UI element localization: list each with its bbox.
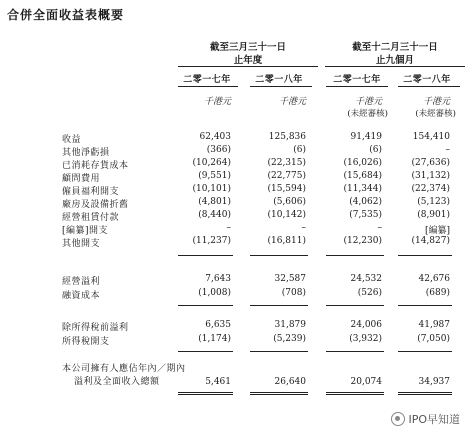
group2-rule bbox=[325, 66, 465, 67]
cell-value: (10,264) bbox=[192, 158, 231, 168]
year-header-col2: 二零一八年 bbox=[255, 75, 303, 85]
unit-col1: 千港元 bbox=[203, 97, 231, 107]
year-rule-col1 bbox=[178, 86, 238, 87]
cell-value: (6) bbox=[369, 145, 382, 155]
year-rule-col2 bbox=[250, 86, 312, 87]
total-value: 5,461 bbox=[205, 377, 231, 387]
row-label: 融資成本 bbox=[62, 291, 101, 301]
table-row bbox=[0, 184, 468, 196]
cell-value: 41,987 bbox=[418, 320, 450, 330]
cell-value: (5,239) bbox=[273, 334, 306, 344]
cell-value: (689) bbox=[425, 288, 450, 298]
table-row bbox=[0, 274, 468, 286]
table-row bbox=[0, 320, 468, 332]
cell-value: 31,879 bbox=[274, 320, 306, 330]
table-row bbox=[0, 158, 468, 170]
cell-value: 32,587 bbox=[274, 274, 306, 284]
year-header-col3: 二零一七年 bbox=[333, 75, 381, 85]
table-row bbox=[0, 223, 468, 235]
cell-value: 6,635 bbox=[205, 320, 231, 330]
row-label: 所得稅開支 bbox=[62, 337, 110, 347]
cell-value: 154,410 bbox=[412, 132, 450, 142]
cell-value: (1,008) bbox=[198, 288, 231, 298]
group2-subheader: 止九個月 bbox=[375, 55, 414, 66]
cell-value: (11,344) bbox=[343, 184, 382, 194]
cell-value: – bbox=[226, 223, 231, 233]
subtotal-rule-col2 bbox=[250, 255, 308, 256]
row-label: [編纂]開支 bbox=[62, 226, 109, 236]
unaudited-col4: (未經審核) bbox=[415, 109, 456, 119]
watermark bbox=[391, 411, 460, 427]
year-rule-col3 bbox=[326, 86, 388, 87]
cell-value: – bbox=[445, 145, 450, 155]
cell-value: (3,932) bbox=[349, 334, 382, 344]
cell-value: (1,174) bbox=[198, 334, 231, 344]
cell-value: (7,535) bbox=[349, 210, 382, 220]
cell-value: (16,026) bbox=[343, 158, 382, 168]
cell-value: (22,315) bbox=[267, 158, 306, 168]
cell-value: (10,101) bbox=[192, 184, 231, 194]
watermark-text: IPO早知道 bbox=[408, 413, 460, 426]
total-double-rule-col2 bbox=[250, 392, 308, 395]
row-label: 經營溢利 bbox=[62, 277, 101, 287]
group1-subheader: 止年度 bbox=[233, 55, 263, 66]
cell-value: (12,230) bbox=[343, 236, 382, 246]
cell-value: (8,440) bbox=[198, 210, 231, 220]
cell-value: (5,123) bbox=[417, 197, 450, 207]
subtotal-rule-col4 bbox=[398, 305, 452, 306]
unit-col4: 千港元 bbox=[422, 97, 450, 107]
cell-value: (15,594) bbox=[267, 184, 306, 194]
year-header-col1: 二零一七年 bbox=[183, 75, 231, 85]
table-row bbox=[0, 288, 468, 300]
cell-value: 24,006 bbox=[350, 320, 382, 330]
row-label: 其他開支 bbox=[62, 239, 101, 249]
subtotal-rule-col4 bbox=[398, 255, 452, 256]
year-rule-col4 bbox=[398, 86, 460, 87]
cell-value: (708) bbox=[281, 288, 306, 298]
cell-value: (4,801) bbox=[198, 197, 231, 207]
cell-value: (6) bbox=[293, 145, 306, 155]
subtotal-rule-col3 bbox=[326, 255, 384, 256]
cell-value: 125,836 bbox=[268, 132, 306, 142]
row-label: 其他淨虧損 bbox=[62, 148, 110, 158]
subtotal-rule-col3 bbox=[326, 305, 384, 306]
table-row bbox=[0, 145, 468, 157]
unaudited-col3: (未經審核) bbox=[347, 109, 388, 119]
wechat-icon bbox=[391, 412, 405, 426]
cell-value: (7,050) bbox=[417, 334, 450, 344]
cell-value: [編纂] bbox=[424, 226, 450, 236]
group1-header: 截至三月三十一日 bbox=[209, 42, 286, 53]
unit-col3: 千港元 bbox=[354, 97, 382, 107]
subtotal-rule-col2 bbox=[250, 305, 308, 306]
total-double-rule-col3 bbox=[326, 392, 384, 395]
cell-value: (8,901) bbox=[417, 210, 450, 220]
cell-value: (9,551) bbox=[198, 171, 231, 181]
cell-value: (27,636) bbox=[411, 158, 450, 168]
total-double-rule-col4 bbox=[398, 392, 452, 395]
table-row bbox=[0, 210, 468, 222]
cell-value: 91,419 bbox=[350, 132, 382, 142]
subtotal-rule-col3 bbox=[326, 351, 384, 352]
total-value: 34,937 bbox=[418, 377, 450, 387]
table-row bbox=[0, 197, 468, 209]
cell-value: (4,062) bbox=[349, 197, 382, 207]
total-row bbox=[0, 377, 468, 389]
cell-value: – bbox=[377, 223, 382, 233]
cell-value: (15,684) bbox=[343, 171, 382, 181]
total-value: 20,074 bbox=[350, 377, 382, 387]
unit-col2: 千港元 bbox=[278, 97, 306, 107]
table-row bbox=[0, 132, 468, 144]
cell-value: (10,142) bbox=[267, 210, 306, 220]
row-label: 經營租賃付款 bbox=[62, 213, 120, 223]
row-label: 除所得稅前溢利 bbox=[62, 323, 129, 333]
subtotal-rule-col2 bbox=[250, 351, 308, 352]
group2-header: 截至十二月三十一日 bbox=[352, 42, 438, 53]
cell-value: – bbox=[301, 223, 306, 233]
row-label: 已消耗存貨成本 bbox=[62, 161, 129, 171]
row-label: 廠房及設備折舊 bbox=[62, 200, 129, 210]
cell-value: (22,775) bbox=[267, 171, 306, 181]
row-label: 顧問費用 bbox=[62, 174, 101, 184]
total-double-rule-col1 bbox=[178, 392, 233, 395]
row-label: 收益 bbox=[62, 135, 82, 145]
year-header-col4: 二零一八年 bbox=[403, 75, 451, 85]
cell-value: (16,811) bbox=[267, 236, 306, 246]
group1-rule bbox=[178, 66, 318, 67]
cell-value: (22,374) bbox=[411, 184, 450, 194]
cell-value: (526) bbox=[357, 288, 382, 298]
table-row bbox=[0, 334, 468, 346]
cell-value: (14,827) bbox=[411, 236, 450, 246]
cell-value: 7,643 bbox=[205, 274, 231, 284]
subtotal-rule-col1 bbox=[178, 255, 233, 256]
subtotal-rule-col1 bbox=[178, 351, 233, 352]
total-value: 26,640 bbox=[274, 377, 306, 387]
cell-value: (31,132) bbox=[411, 171, 450, 181]
cell-value: 24,532 bbox=[350, 274, 382, 284]
row-label: 僱員福利開支 bbox=[62, 187, 120, 197]
subtotal-rule-col4 bbox=[398, 351, 452, 352]
total-label-line1: 本公司擁有人應佔年內／期內 bbox=[62, 364, 186, 374]
subtotal-rule-col1 bbox=[178, 305, 233, 306]
table-row bbox=[0, 236, 468, 248]
cell-value: 62,403 bbox=[199, 132, 231, 142]
cell-value: 42,676 bbox=[418, 274, 450, 284]
cell-value: (366) bbox=[206, 145, 231, 155]
total-label-line2: 溢利及全面收入總額 bbox=[74, 377, 160, 387]
page-title: 合併全面收益表概要 bbox=[7, 8, 125, 22]
cell-value: (5,606) bbox=[273, 197, 306, 207]
table-row bbox=[0, 171, 468, 183]
cell-value: (11,237) bbox=[192, 236, 231, 246]
